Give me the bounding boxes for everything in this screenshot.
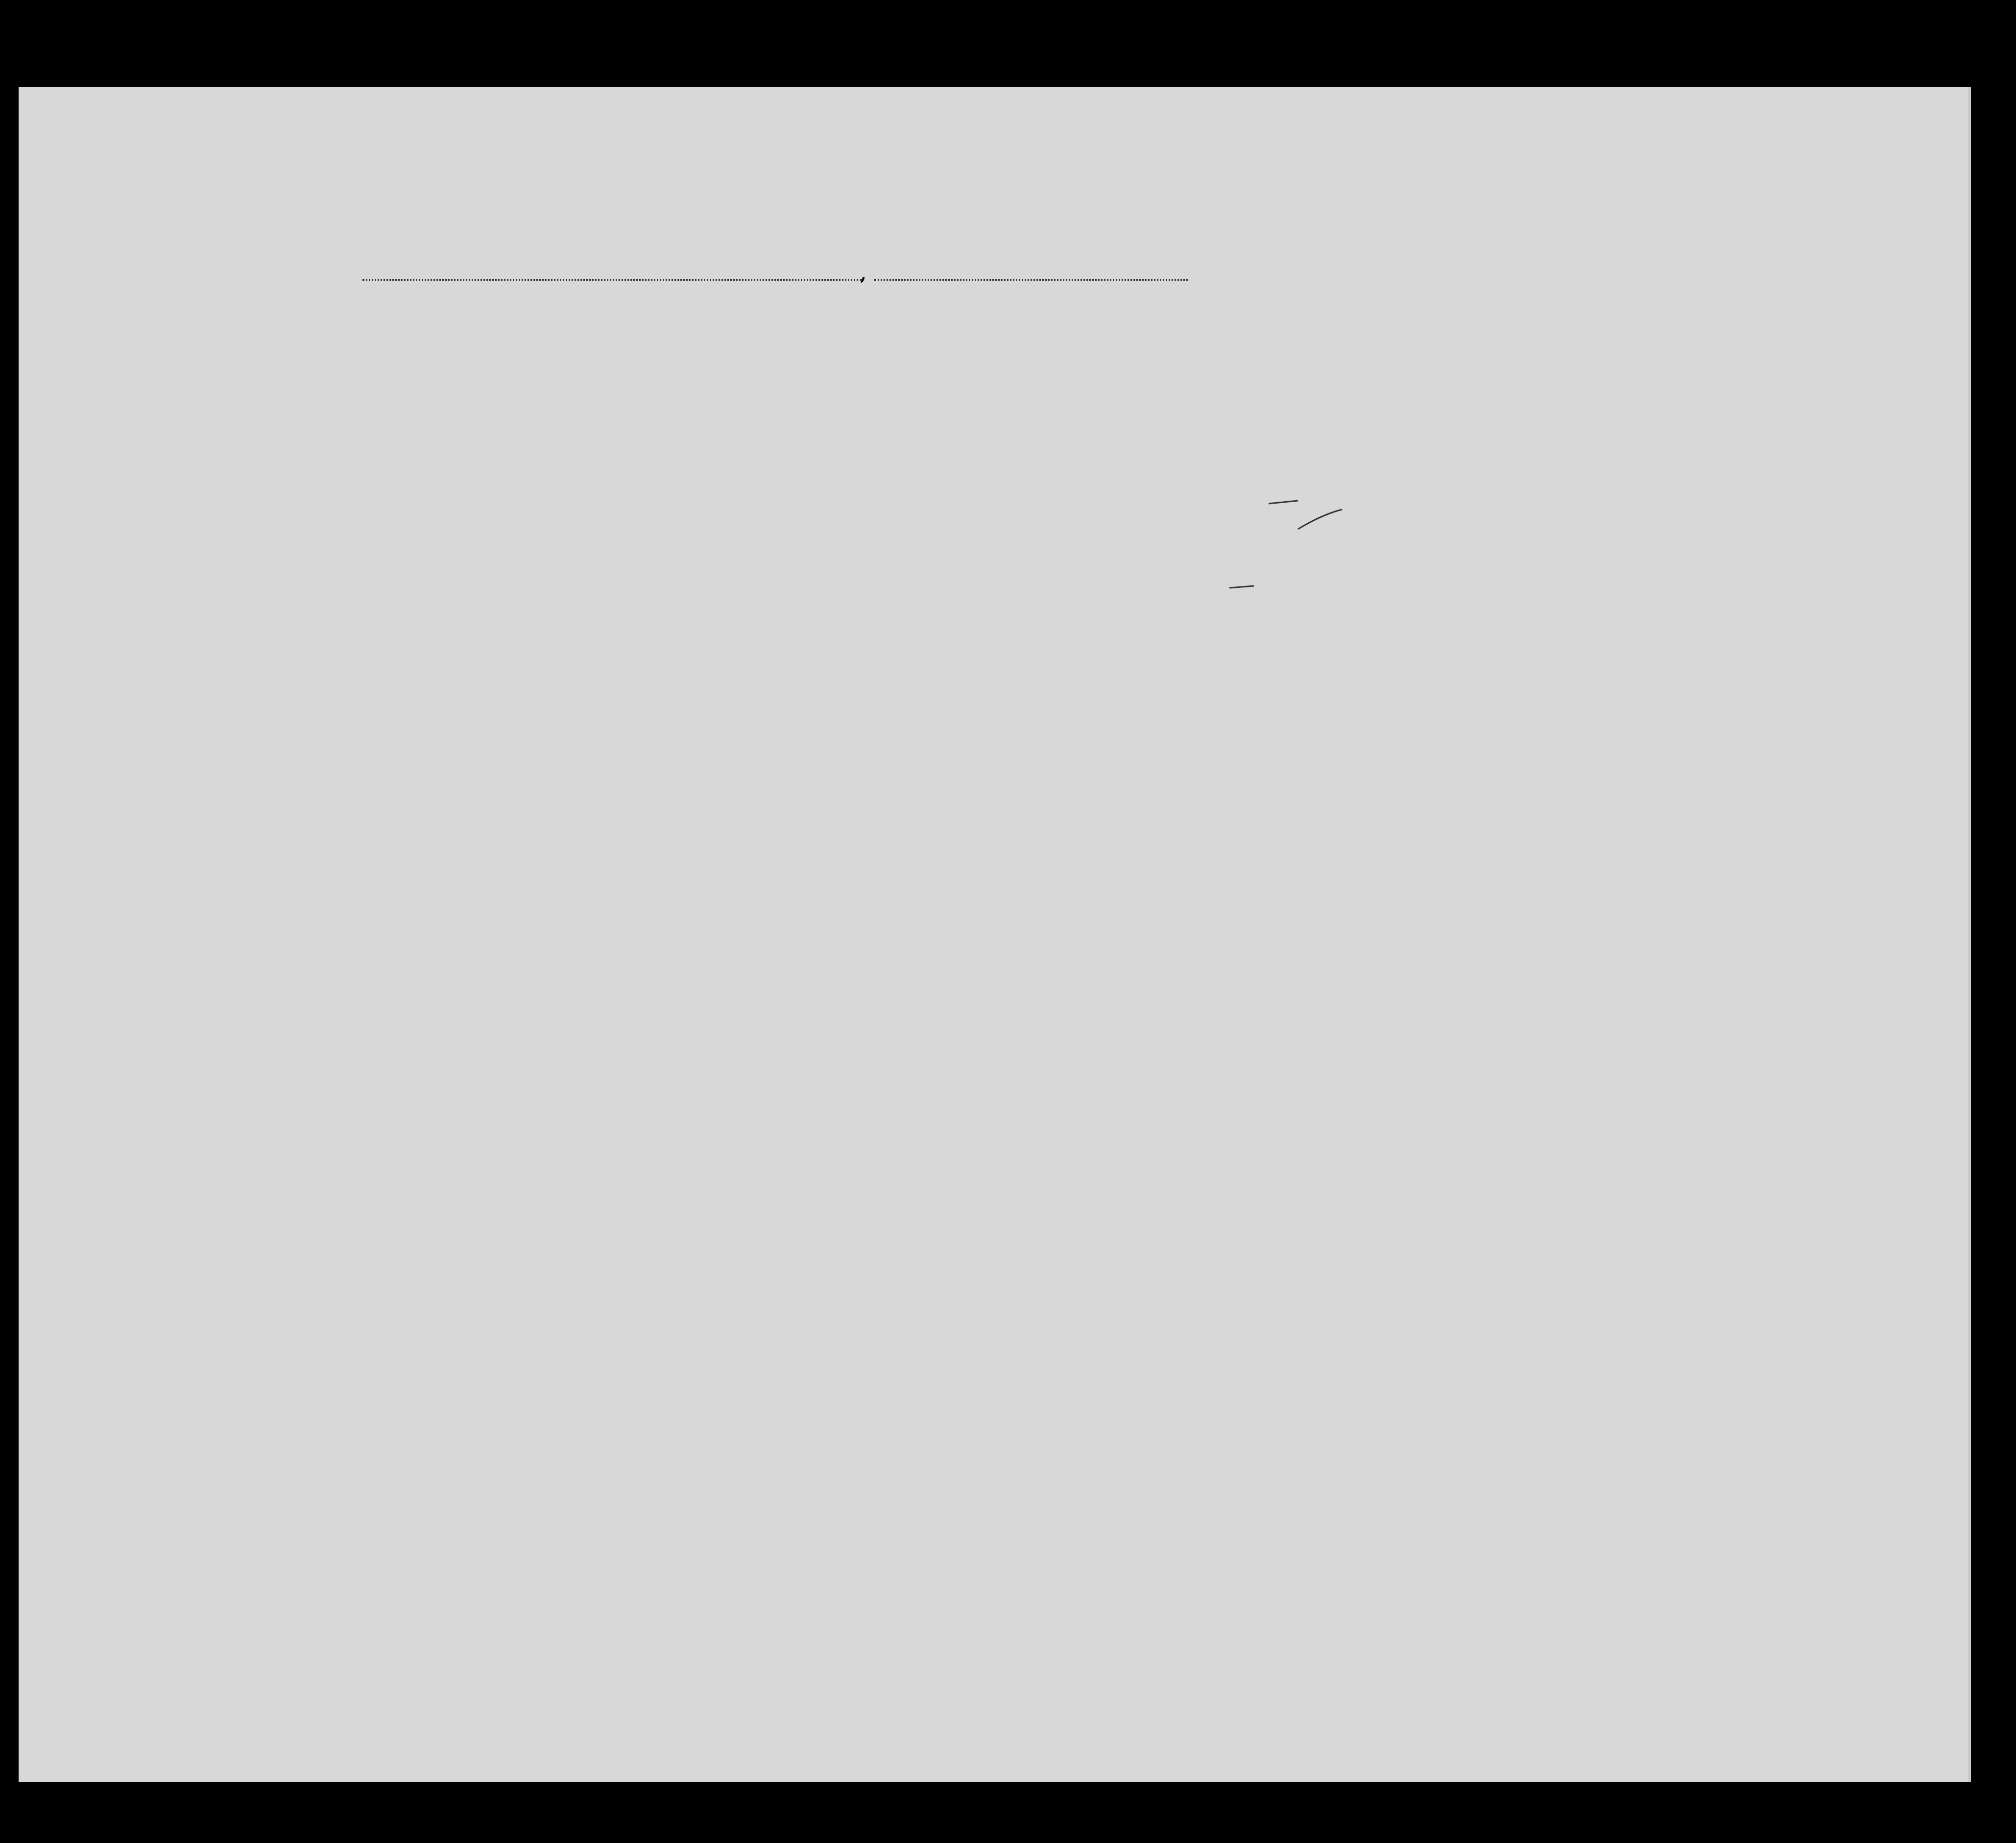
check-stroke-1 [1269,501,1298,504]
header-c30 [1478,343,1493,461]
header-c24-c [1254,364,1278,461]
check-stroke-2 [1298,509,1342,529]
header-c24-a [1171,364,1203,461]
header-c29 [1426,343,1461,461]
header-c24-b [1224,364,1249,461]
header-c28 [1376,343,1420,461]
strike-stroke [1229,586,1254,588]
handwritten-strokes [1224,495,1352,603]
port-comma: , [860,259,867,285]
header-c31 [1497,343,1512,461]
header-c25 [1288,343,1316,461]
